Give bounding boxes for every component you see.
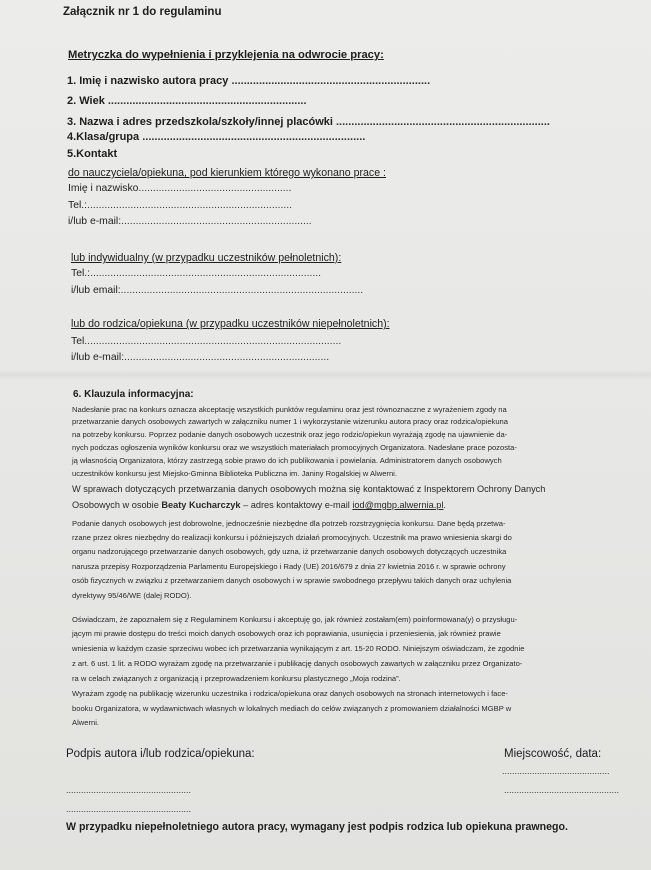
parent-contact-heading: lub do rodzica/opiekuna (w przypadku uczestników niepełnoletnich):: [71, 318, 390, 330]
fill-line: .......................................................................: [124, 352, 330, 363]
consent-line: booku Organizatora, w wydawnictwach własnych w lokalnych mediach do celów związanych z promowaniem działalności MGBP w: [72, 704, 512, 713]
field-author-name: [67, 75, 430, 87]
field-school: [67, 116, 550, 128]
signature-label: Podpis autora i/lub rodzica/opiekuna:: [66, 748, 255, 760]
adult-tel-field: [71, 268, 321, 279]
consent-line: z art. 6 ust. 1 lit. a RODO wyrażam zgodę na przetwarzanie i publikację danych osobowych zawartych w załączniku przez Organizato-: [72, 659, 523, 668]
consent-line: ra w celach związanych z organizacją i przeprowadzeniem konkursu plastycznego „Moja rodzina”.: [72, 674, 401, 683]
consent-line: wniesienia w każdym czasie sprzeciwu wobec ich przetwarzania wynikającym z art. 15-20 RODO. Niniejszym oświadczam, że zgodnie: [72, 644, 525, 653]
contact-email-link[interactable]: iod@mgbp.alwernia.pl: [352, 500, 444, 510]
clause-line: uczestników konkursu jest Miejsko-Gminna Biblioteka Publiczna im. Janiny Rogalskiej w Alwerni.: [72, 469, 397, 478]
consent-line: jącym mi prawie dostępu do treści moich danych osobowych oraz ich poprawiania, usunięcia i przeniesienia, jak również prawie: [72, 629, 501, 638]
fill-line: .........................................................................: [142, 131, 366, 143]
fill-line: .......................................................................: [87, 200, 293, 211]
paper-fold: [0, 370, 651, 380]
parent-email-field: [71, 352, 329, 363]
fill-line: ......................................................................: [336, 116, 550, 128]
attachment-label: Załącznik nr 1 do regulaminu: [63, 6, 222, 18]
field-label: 3. Nazwa i adres przedszkola/szkoły/innej placówki: [67, 116, 333, 128]
clause-line: Nadesłanie prac na konkurs oznacza akceptację wszystkich punktów regulaminu oraz jest równoznaczne z wyrażeniem zgody na: [72, 405, 507, 414]
clause-line: Podanie danych osobowych jest dobrowolne, jednocześnie niezbędne dla potrzeb rozstrzygnięcia konkursu. Dane będą przetwa-: [72, 519, 506, 528]
clause-line: rzane przez okres niezbędny do realizacji konkursu i późniejszych działań promocyjnych. Uczestnik ma prawo wniesienia skargi do: [72, 533, 512, 542]
parent-tel-field: [71, 336, 341, 347]
consent-line: Wyrażam zgodę na publikację wizerunku uczestnika i rodzica/opiekuna oraz danych osobowych na stronach internetowych i face-: [72, 689, 508, 698]
signature-line: ..................................................: [66, 785, 192, 795]
fill-line: .................................................................: [107, 95, 307, 107]
clause-line: osób fizycznych w związku z przetwarzaniem danych osobowych i w sprawie swobodnego przepływu takich danych oraz uchylenia: [72, 576, 512, 585]
consent-line: Alwerni.: [72, 718, 100, 727]
field-label: i/lub e-mail:: [68, 216, 122, 227]
field-label: i/lub email:: [71, 285, 121, 296]
field-label: 2. Wiek: [67, 95, 105, 107]
field-label: Tel: [71, 336, 85, 347]
field-label: i/lub e-mail:: [71, 352, 125, 363]
signature-line-2: ..................................................: [66, 804, 192, 814]
teacher-tel-field: [68, 200, 292, 211]
field-age: [67, 95, 307, 107]
consent-line: Oświadczam, że zapoznałem się z Regulaminem Konkursu i akceptuję go, jak również zostałam(em) poinformowana(y) o przysługu-: [72, 615, 518, 624]
fill-line: ................................................................................: [90, 268, 322, 279]
clause-line: narusza przepisy Rozporządzenia Parlamentu Europejskiego i Rady (UE) 2016/679 z dnia 27 kwietnia 2016 r. w sprawie ochrony: [72, 562, 506, 571]
field-label: Tel.:: [68, 200, 88, 211]
teacher-contact-heading: do nauczyciela/opiekuna, pod kierunkiem którego wykonano prace :: [68, 167, 387, 179]
contact-end: .: [443, 500, 446, 510]
fill-line: ....................................................................................: [120, 285, 364, 296]
clause-line: przetwarzanie danych osobowych zawartych w załączniku numer 1 i wykorzystanie wizerunku autora pracy oraz rodzica/opiekuna: [72, 417, 509, 426]
field-label: 4.Klasa/grupa: [67, 131, 140, 143]
clause-contact-line: [72, 499, 620, 512]
date-line: ..............................................: [504, 785, 620, 795]
field-label: Imię i nazwisko: [68, 183, 139, 194]
teacher-name-field: [68, 183, 291, 194]
fill-line: .........................................................................................: [84, 336, 342, 347]
clause-line: na potrzeby konkursu. Poprzez podanie danych osobowych uczestnik oraz jego rodzic/opiekun wyrażają zgodę na ujawnienie da-: [72, 430, 508, 439]
place-date-line: ...........................................: [502, 766, 610, 776]
contact-person: Beaty Kucharczyk: [161, 500, 241, 510]
adult-contact-heading: lub indywidualny (w przypadku uczestników pełnoletnich):: [71, 252, 342, 264]
adult-email-field: [71, 285, 363, 296]
clause-heading: 6. Klauzula informacyjna:: [73, 389, 194, 400]
clause-line: organu nadzorującego przetwarzanie danych osobowych, gdy uzna, iż przetwarzanie danych osobowych dotyczących uczestnika: [72, 547, 507, 556]
teacher-email-field: [68, 216, 312, 227]
field-class: [67, 131, 365, 143]
fill-line: .....................................................: [138, 183, 292, 194]
fill-line: ..................................................................: [121, 216, 312, 227]
field-contact: 5.Kontakt: [67, 148, 118, 160]
footer-note: W przypadku niepełnoletniego autora pracy, wymagany jest podpis rodzica lub opiekuna prawnego.: [66, 821, 568, 833]
form-title: Metryczka do wypełnienia i przyklejenia na odwrocie pracy:: [68, 49, 384, 61]
contact-prefix: Osobowych w osobie: [72, 500, 162, 510]
place-date-label: Miejscowość, data:: [504, 748, 602, 760]
clause-line: ją własnością Organizatora, którzy zastrzegą sobie prawo do ich publikowania i powielania. Administratorem danych osobowych: [72, 456, 502, 465]
clause-line: dyrektywy 95/46/WE (dalej RODO).: [72, 591, 192, 600]
clause-line: nych podczas ogłoszenia wyników konkursu oraz we wszystkich materiałach promocyjnych Organizatora. Nadesłane prace pozosta-: [72, 443, 517, 452]
field-label: 1. Imię i nazwisko autora pracy: [67, 75, 229, 87]
fill-line: .................................................................: [231, 75, 431, 87]
clause-contact-line: W sprawach dotyczących przetwarzania danych osobowych można się kontaktować z Inspektorem Ochrony Danych: [72, 484, 546, 494]
field-label: Tel.:: [71, 268, 91, 279]
contact-mid: – adres kontaktowy e-mail: [240, 500, 353, 510]
